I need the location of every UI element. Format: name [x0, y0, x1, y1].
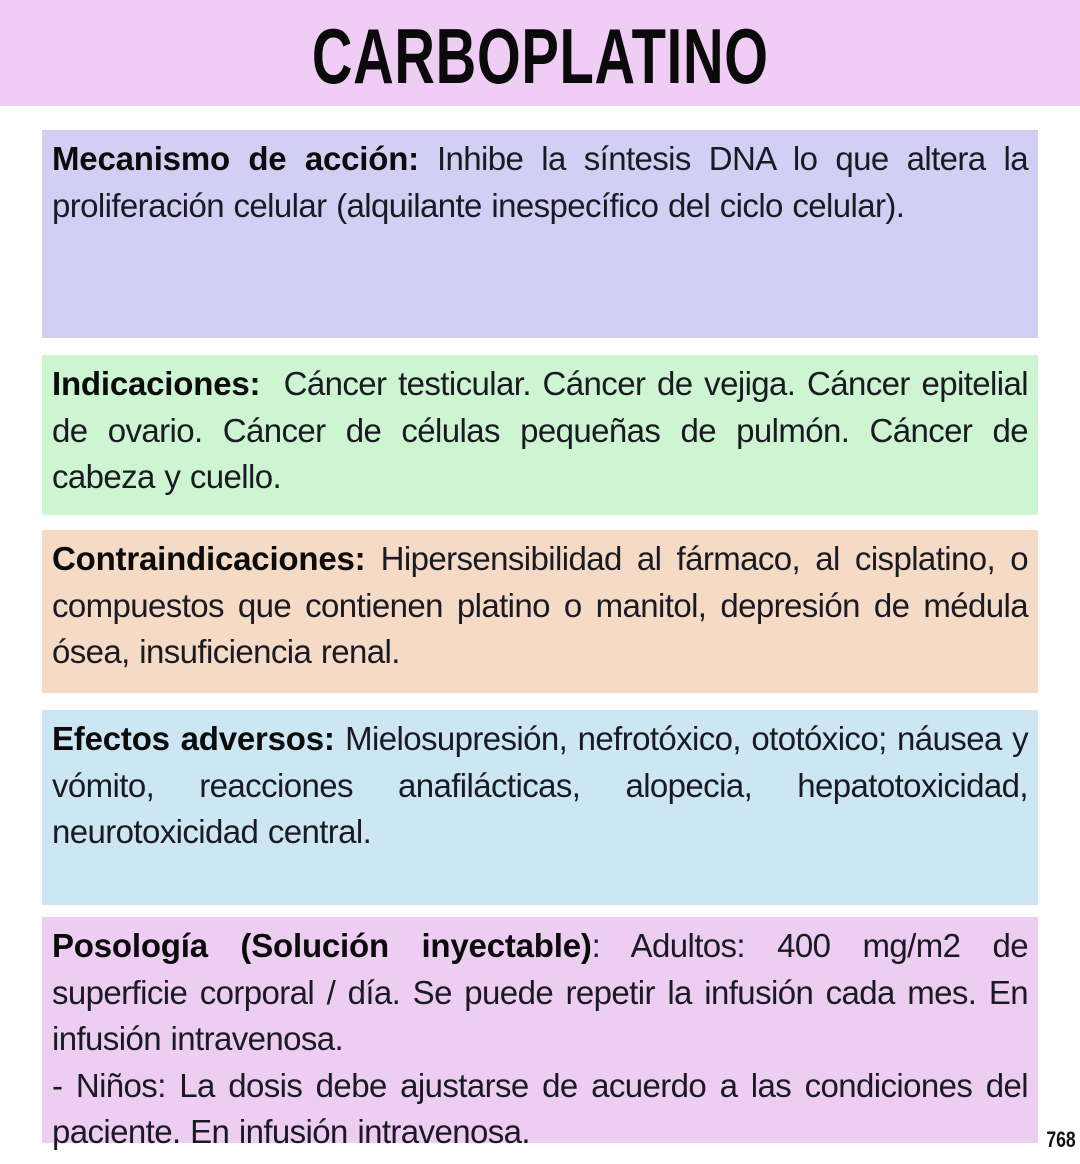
section-contraindicaciones-text	[52, 536, 1028, 676]
section-indicaciones-text	[52, 361, 1038, 501]
section-efectos-adversos	[42, 710, 1038, 905]
section-posologia-children: - Niños: La dosis debe ajustarse de acuerdo a las condiciones del paciente. En infusión intravenosa.	[52, 1066, 1028, 1150]
section-posologia	[42, 917, 1038, 1150]
section-mecanismo	[42, 130, 1038, 338]
section-mecanismo-text	[52, 136, 1028, 229]
section-indicaciones-label: Indicaciones:	[52, 365, 261, 402]
page-number: 768	[1046, 1127, 1076, 1152]
drug-title: CARBOPLATINO	[311, 12, 769, 100]
section-contraindicaciones-body: Hipersensibilidad al fármaco, al cisplatino, o compuestos que contienen platino o manitol, depresión de médula ósea, insuficiencia renal.	[52, 540, 1028, 670]
section-efectos-text	[52, 716, 1028, 856]
title-banner	[0, 0, 1080, 106]
section-mecanismo-body: Inhibe la síntesis DNA lo que altera la proliferación celular (alquilante inespecífico del ciclo celular).	[52, 140, 1029, 224]
section-posologia-label: Posología (Solución inyectable)	[52, 927, 592, 964]
section-indicaciones-body: Cáncer testicular. Cáncer de vejiga. Cáncer epitelial de ovario. Cáncer de células pequeñas de pulmón. Cáncer de cabeza y cuello.	[52, 365, 1038, 495]
section-indicaciones	[42, 355, 1038, 515]
section-posologia-text	[52, 923, 1028, 1063]
section-posologia-body: : Adultos: 400 mg/m2 de superficie corporal / día. Se puede repetir la infusión cada mes. En infusión intravenosa.	[52, 927, 1028, 1057]
section-mecanismo-label: Mecanismo de acción:	[52, 140, 419, 177]
section-contraindicaciones-label: Contraindicaciones:	[52, 540, 366, 577]
section-efectos-label: Efectos adversos:	[52, 720, 335, 757]
section-efectos-body: Mielosupresión, nefrotóxico, ototóxico; náusea y vómito, reacciones anafilácticas, alopecia, hepatotoxicidad, neurotoxicidad central.	[52, 720, 1028, 850]
section-contraindicaciones	[42, 530, 1038, 693]
